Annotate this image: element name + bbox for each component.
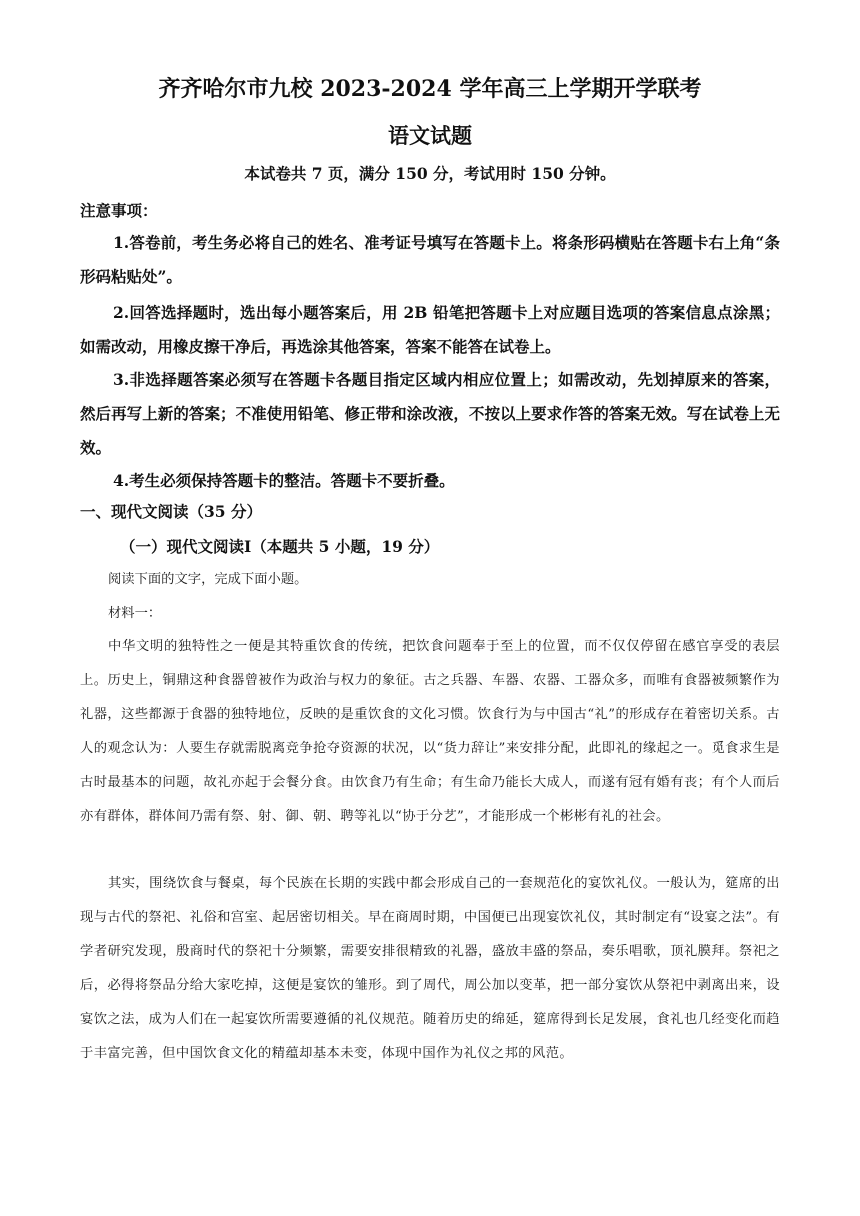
notice-item-3: 3.非选择题答案必须写在答题卡各题目指定区域内相应位置上；如需改动，先划掉原来的答案，然后再写上新的答案；不准使用铅笔、修正带和涂改液，不按以上要求作答的答案无效。写在试卷上无效。 <box>80 370 780 457</box>
material-label: 材料一： <box>108 606 162 621</box>
subject-title: 语文试题 <box>388 123 472 148</box>
subsection-heading: （一）现代文阅读Ⅰ（本题共 5 小题，19 分） <box>120 537 440 556</box>
section-heading: 一、现代文阅读（35 分） <box>80 502 262 521</box>
notice-heading: 注意事项： <box>80 201 158 220</box>
reading-instruction: 阅读下面的文字，完成下面小题。 <box>108 572 308 587</box>
notice-item-2: 2.回答选择题时，选出每小题答案后，用 2B 铅笔把答题卡上对应题目选项的答案信息点涂黑；如需改动，用橡皮擦干净后，再选涂其他答案，答案不能答在试卷上。 <box>80 303 780 356</box>
exam-info: 本试卷共 7 页，满分 150 分，考试用时 150 分钟。 <box>244 164 616 183</box>
notice-item-4: 4.考生必须保持答题卡的整洁。答题卡不要折叠。 <box>113 471 455 490</box>
notice-item-1: 1.答卷前，考生务必将自己的姓名、准考证号填写在答题卡上。将条形码横贴在答题卡右上角“条形码粘贴处”。 <box>80 233 780 286</box>
exam-title: 齐齐哈尔市九校 2023-2024 学年高三上学期开学联考 <box>158 76 702 102</box>
material-paragraph-2: 其实，围绕饮食与餐桌，每个民族在长期的实践中都会形成自己的一套规范化的宴饮礼仪。一般认为，筵席的出现与古代的祭祀、礼俗和宫室、起居密切相关。早在商周时期，中国便已出现宴饮礼仪，其时制定有“设宴之法”。有学者研究发现，殷商时代的祭祀十分频繁，需要安排很精致的礼器，盛放丰盛的祭品，奏乐唱歌，顶礼膜拜。祭祀之后，必得将祭品分给大家吃掉，这便是宴饮的雏形。到了周代，周公加以变革，把一部分宴饮从祭祀中剥离出来，设宴饮之法，成为人们在一起宴饮所需要遵循的礼仪规范。随着历史的绵延，筵席得到长足发展，食礼也几经变化而趋于丰富完善，但中国饮食文化的精蕴却基本未变，体现中国作为礼仪之邦的风范。 <box>80 876 780 1061</box>
material-paragraph-1: 中华文明的独特性之一便是其特重饮食的传统，把饮食问题奉于至上的位置，而不仅仅停留在感官享受的表层上。历史上，铜鼎这种食器曾被作为政治与权力的象征。古之兵器、车器、农器、工器众多，而唯有食器被频繁作为礼器，这些都源于食器的独特地位，反映的是重饮食的文化习惯。饮食行为与中国古“礼”的形成存在着密切关系。古人的观念认为：人要生存就需脱离竞争抢夺资源的状况，以“货力辞让”来安排分配，此即礼的缘起之一。觅食求生是古时最基本的问题，故礼亦起于会餐分食。由饮食乃有生命；有生命乃能长大成人，而遂有冠有婚有丧；有个人而后亦有群体，群体间乃需有祭、射、御、朝、聘等礼以“协于分艺”，才能形成一个彬彬有礼的社会。 <box>80 639 780 824</box>
